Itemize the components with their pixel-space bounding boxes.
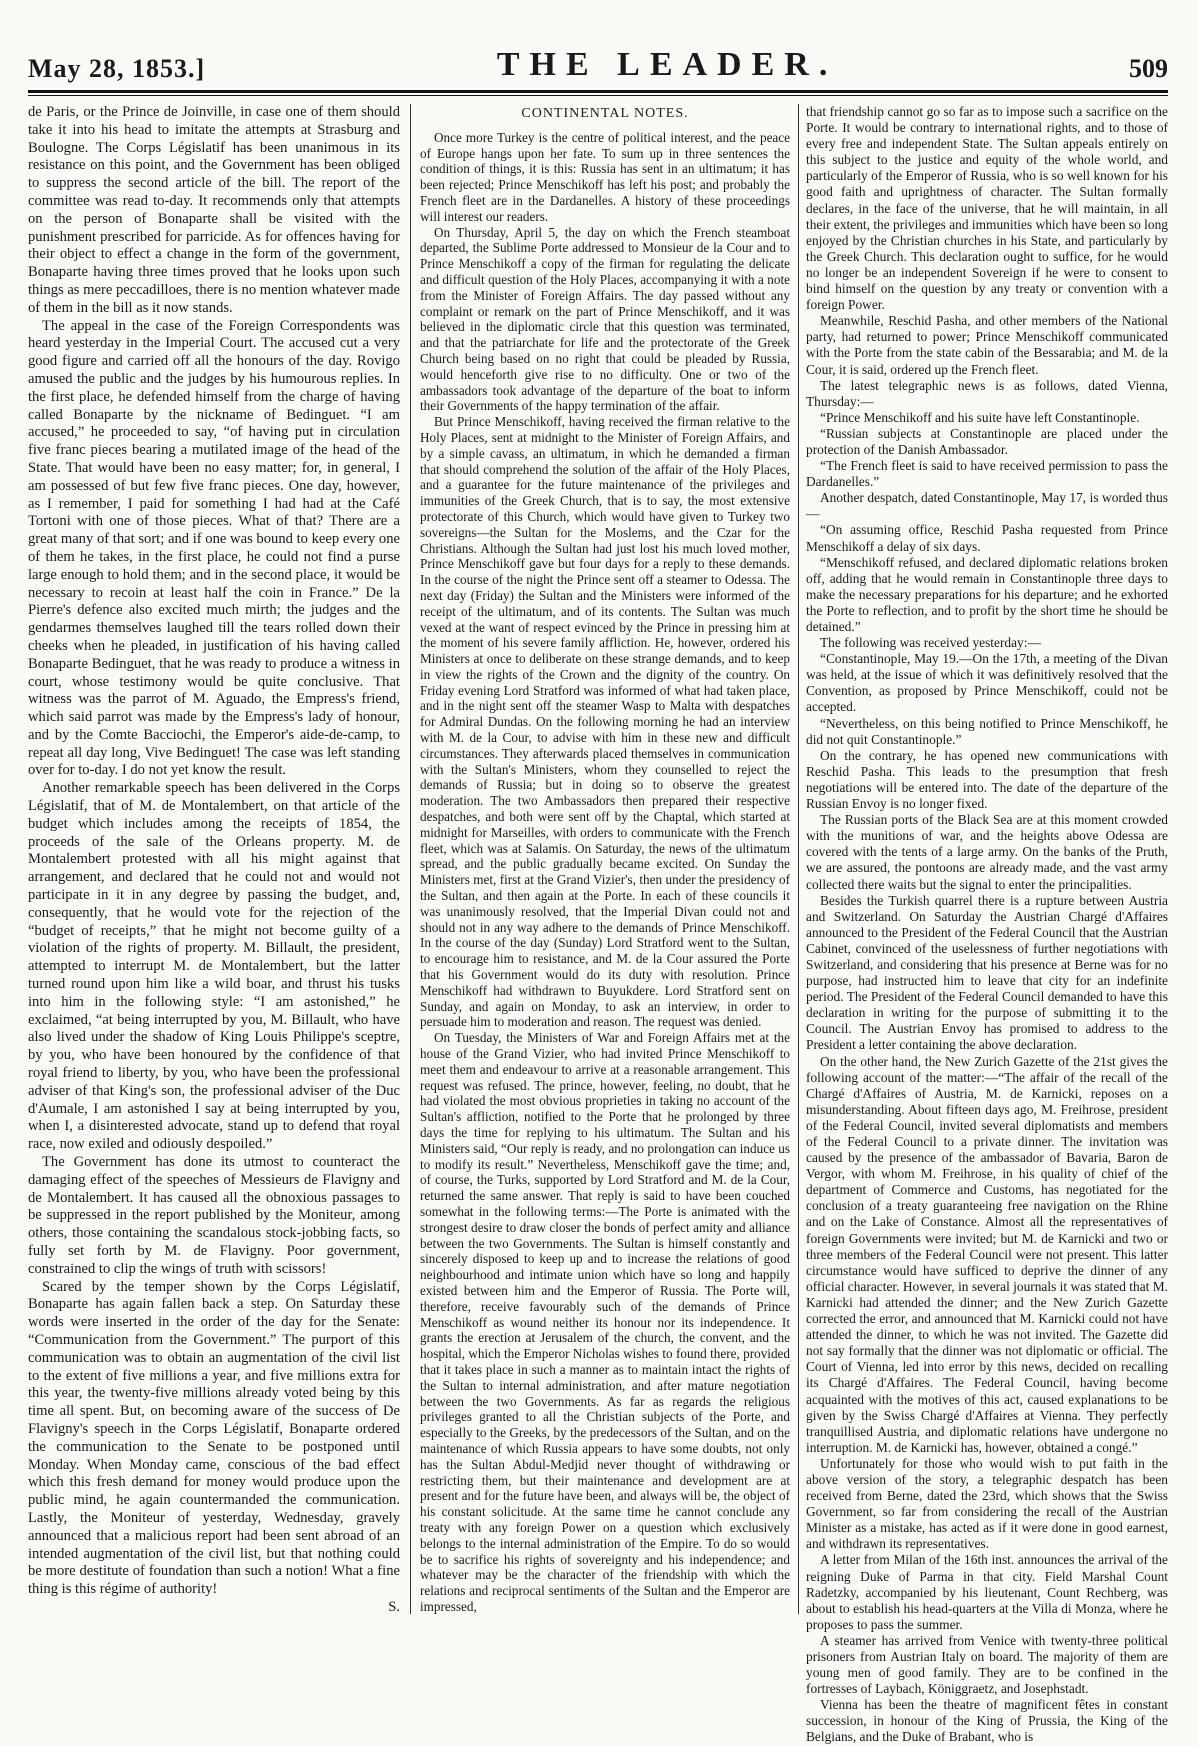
paragraph: The latest telegraphic news is as follows, dated Vienna, Thursday:— [806, 377, 1168, 409]
paragraph: Unfortunately for those who would wish to put faith in the above version of the story, a telegraphic despatch has been received from Berne, dated the 23rd, which shows that the Swiss Government, so far from considering the recall of the Austrian Minister as a mistake, has acted as if it were done in good earnest, and withdrawn its representatives. [806, 1455, 1168, 1552]
paragraph: “Nevertheless, on this being notified to Prince Menschikoff, he did not quit Constantinople.” [806, 715, 1168, 747]
paragraph: Another despatch, dated Constantinople, May 17, is worded thus— [806, 490, 1168, 522]
masthead-rule-thick [28, 90, 1168, 93]
paragraph: Vienna has been the theatre of magnificent fêtes in constant succession, in honour of the King of Prussia, the King of the Belgians, and the Duke of Brabant, who is [806, 1697, 1168, 1745]
paragraph: A steamer has arrived from Venice with twenty-three political prisoners from Austrian Italy on board. The majority of them are young men of good family. They are to be confined in the fortresses of Laybach, Königgraetz, and Josephstadt. [806, 1632, 1168, 1697]
paragraph: The following was received yesterday:— [820, 635, 1041, 651]
masthead-rule-thin [28, 95, 1168, 96]
paragraph: “The French fleet is said to have received permission to pass the Dardanelles.” [806, 458, 1168, 490]
section-heading: CONTINENTAL NOTES. [521, 106, 689, 121]
paragraph: The appeal in the case of the Foreign Correspondents was heard yesterday in the Imperial Court. The accused cut a very good figure and carried off all the honours of the day. Rovigo amused the public and the judges by his humourous replies. In the first place, he defended himself from the charge of having called Bonaparte by the nickname of Bedinguet. “I am accused,” he proceeded to say, “of having put in circulation five franc pieces bearing a mutilated image of the head of the State. That would have been no easy matter; for, in general, I am possessed of but few five franc pieces. One day, however, as I remember, I paid for something I had had at the Café Tortoni with one of those pieces. What of that? There are a great many of that sort; and if one was bound to keep every one of them he takes, in the first place, he could not find a purse large enough to hold them; and in the second place, it would be necessary to recoin at least half the coin in France.” De la Pierre's defence also excited much mirth; the judges and the gendarmes themselves laughed till the tears rolled down their cheeks when he pleaded, in justification of his having called Bonaparte Bedinguet, that he was ready to produce a witness in court, whose testimony would be quite conclusive. That witness was the parrot of M. Aguado, the Empress's friend, which said parrot was made by the Empress's lady of honour, and by the Comte Bacciochi, the Emperor's aide-de-camp, to repeat all day long, Vive Bedinguet! The case was left standing over for to-day. I do not yet know the result. [28, 317, 400, 779]
newspaper-title: THE LEADER. [496, 46, 838, 83]
paragraph: Meanwhile, Reschid Pasha, and other members of the National party, had returned to power; Prince Menschikoff communicated with the Porte from the state cabin of the Bessarabia; and M. de la Cour, it is said, ordered up the French fleet. [806, 313, 1168, 377]
paragraph: that friendship cannot go so far as to impose such a sacrifice on the Porte. It would be contrary to international rights, and to those of every free and independent State. The Sultan appeals entirely on this subject to the justice and equity of the whole world, and particularly of the Emperor of Russia, who is so well known for his good faith and uprightness of character. The Sultan formally declares, in the face of the universe, that he will maintain, in all their extent, the privileges and immunities which have been so long enjoyed by the Christian churches in his State, and particularly by the Greek Church. This declaration ought to suffice, for he would no longer be an independent Sovereign if he were to consent to bind himself on the question by any treaty or convention with a foreign Power. [806, 104, 1168, 313]
paragraph: “Prince Menschikoff and his suite have left Constantinople. [820, 409, 1140, 425]
page-number: 509 [1128, 54, 1168, 83]
paragraph: On Thursday, April 5, the day on which the French steamboat departed, the Sublime Porte addressed to Monsieur de la Cour and to Prince Menschikoff a copy of the firman for regulating the delicate and difficult question of the Holy Places, accompanying it with a note from the Minister of Foreign Affairs. The day passed without any complaint or remark on the part of Prince Menschikoff, and it was believed in the diplomatic circle that this question was terminated, and that the patriarchate for life and the protectorate of the Greek Church being based on no right that could be pleaded by Russia, would henceforth give rise to no difficulty. One or two of the ambassadors took advantage of the departure of the boat to inform their Governments of the happy termination of the affair. [420, 224, 790, 414]
paragraph: de Paris, or the Prince de Joinville, in case one of them should take it into his head to imitate the attempts at Strasburg and Boulogne. The Corps Législatif has been unanimous in its resistance on this point, and the Government has been obliged to suppress the second article of the bill. The report of the committee was read to-day. It recommends only that attempts on the person of Bonaparte shall be visited with the punishment prescribed for parricide. As for offences having for their object to effect a change in the form of the government, Bonaparte having three times proved that he looks upon such things as mere peccadilloes, there is no mention whatever made of them in the bill as it now stands. [28, 104, 401, 316]
paragraph: The Russian ports of the Black Sea are at this moment crowded with the munitions of war, and the heights above Odessa are covered with the tents of a large army. On the banks of the Pruth, we are assured, the pontoons are already made, and the vast army collected there waits but the signal to enter the principalities. [806, 812, 1168, 892]
issue-date: May 28, 1853.] [28, 54, 206, 83]
paragraph: But Prince Menschikoff, having received the firman relative to the Holy Places, sent at midnight to the Minister of Foreign Affairs, and by a simple cavass, an ultimatum, in which he demanded a firman that should comprehend the solution of the affair of the Holy Places, and a guarantee for the future maintenance of the privileges and immunities of the Greek Church, that is to say, the most extensive protectorate of this Church, which would have given to Turkey two sovereigns—the Sultan for the Moslems, and the Czar for the Christians. Although the Sultan had just lost his much loved mother, Prince Menschikoff gave but four days for a reply to these demands. In the course of the night the Prince sent off a steamer to Odessa. The next day (Friday) the Sultan and the Ministers were informed of the receipt of the ultimatum, and of its contents. The Sultan was much vexed at the want of respect evinced by the Prince in pressing him at the moment of his severe family affliction. He, however, ordered his Ministers at once to deliberate on these strange demands, and to keep in view the rights of the Crown and the dignity of the country. On Friday evening Lord Stratford was informed of what had taken place, and in the night sent off the steamer Wasp to Malta with despatches for Admiral Dundas. On the following morning he had an interview with M. de la Cour, to advise with him in these new and difficult circumstances. They afterwards placed themselves in communication with the Sultan's Ministers, whom they counselled to reject the demands of Russia; but in doing so to observe the greatest moderation. The two Ambassadors then prepared their respective despatches, and both were sent off by the Chaptal, which started at midnight for Marseilles, with orders to communicate with the French fleet, which was at Salamis. On Saturday, the news of the ultimatum spread, and the public gradually became excited. On Sunday the Ministers met, first at the Grand Vizier's, then under the presidency of the Sultan, and then again at the Porte. In each of these councils it was unanimously resolved, that the Imperial Divan could not and should not in any way adhere to the demands of Prince Menschikoff. In the course of the day (Sunday) Lord Stratford went to the Sultan, to encourage him to resistance, and M. de la Cour assured the Porte that his Government would do its duty with resolution. Prince Menschikoff had withdrawn to Buyukdere. Lord Stratford sent on Sunday, and again on Monday, to ask an interview, in order to persuade him to moderation and reason. The request was denied. [420, 414, 790, 1030]
paragraph: A letter from Milan of the 16th inst. announces the arrival of the reigning Duke of Parma in that city. Field Marshal Count Radetzky, accompanied by his lieutenant, Count Rechberg, was about to establish his head-quarters at the Villa di Monza, where he proposes to pass the summer. [806, 1552, 1168, 1632]
paragraph: On the other hand, the New Zurich Gazette of the 21st gives the following account of the matter:—“The affair of the recall of the Chargé d'Affaires of Austria, M. de Karnicki, reposes on a misunderstanding. About fifteen days ago, M. Freihrose, president of the Federal Council, invited several diplomatists and members of the Federal Council to a private dinner. The invitation was caused by the presence of the ambassador of Bavaria, Baron de Vergor, with whom M. Freihrose, in his quality of chief of the department of Commerce and Customs, has negotiated for the conclusion of a treaty guaranteeing free navigation on the Rhine and on the Lake of Constance. Almost all the representatives of foreign Governments were invited; but M. de Karnicki and two or three members of the Federal Council were not present. This latter circumstance would have sufficed to deprive the dinner of any official character. However, in several journals it was stated that M. Karnicki had attended the dinner; and the New Zurich Gazette corrected the error, and announced that M. Karnicki could not have attended the dinner, to which he was not invited. The Gazette did not say formally that the dinner was not diplomatic or official. The Court of Vienna, led into error by this news, decided on recalling its Chargé d'Affaires. The Federal Council, having become acquainted with the motives of this act, caused explanations to be given by the Swiss Chargé d'Affaires at Vienna. They perfectly tranquillised Austria, and diplomatic relations have undergone no interruption. M. de Karnicki has, however, obtained a congé.” [806, 1053, 1168, 1455]
signature: S. [388, 1598, 400, 1615]
column-1 [28, 104, 400, 1624]
column-2 [420, 104, 790, 1624]
paragraph: “On assuming office, Reschid Pasha requested from Prince Menschikoff a delay of six days. [806, 522, 1168, 554]
paragraph: Another remarkable speech has been delivered in the Corps Législatif, that of M. de Montalembert, on that article of the budget which includes among the receipts of 1854, the proceeds of the sale of the Orleans property. M. de Montalembert protested with all his might against that arrangement, and declared that he could not and would not participate in it in any degree by passing the budget, and, consequently, that he would vote for the rejection of the “budget of receipts,” that he might not become guilty of a violation of the rights of property. M. Billault, the president, attempted to interrupt M. de Montalembert, but the latter turned round upon him like a wild boar, and thrust his tusks into him in the following style: “I am astonished,” he exclaimed, “at being interrupted by you, M. Billault, who have also lived under the shadow of King Louis Philippe's sceptre, by you, who have been honoured by the confidence of that royal friend to liberty, by you, who have been the professional adviser of that King's son, the professional adviser of the Duc d'Aumale, I am astonished I say at being interrupted by you, when I, a disinterested advocate, stand up to defend that royal race, now exiled and odiously despoiled.” [28, 780, 400, 1153]
paragraph: “Russian subjects at Constantinople are placed under the protection of the Danish Ambassador. [806, 425, 1168, 457]
paragraph: On the contrary, he has opened new communications with Reschid Pasha. This leads to the presumption that fresh negotiations will be entered into. The date of the departure of the Russian Envoy is no longer fixed. [806, 747, 1168, 812]
column-divider [798, 104, 799, 1614]
paragraph: “Menschikoff refused, and declared diplomatic relations broken off, adding that he would remain in Constantinople three days to make the necessary preparations for his departure; and he exhorted the Porte to reflection, and to profit by the short time he should be detained.” [806, 554, 1168, 634]
column-3 [806, 104, 1168, 1745]
column-divider [410, 104, 411, 1614]
paragraph: The Government has done its utmost to counteract the damaging effect of the speeches of Messieurs de Flavigny and de Montalembert. It has caused all the obnoxious passages to be suppressed in the report published by the Moniteur, among others, those containing the scandalous stock-jobbing facts, so fully set forth by M. de Flavigny. Poor government, constrained to clip the wings of truth with scissors! [28, 1154, 400, 1277]
paragraph: On Tuesday, the Ministers of War and Foreign Affairs met at the house of the Grand Vizier, who had invited Prince Menschikoff to meet them and endeavour to arrive at a reasonable arrangement. This request was refused. The prince, however, feeling, no doubt, that he had violated the most obvious proprieties in taking no account of the Sultan's affliction, notified to the Porte that he prolonged by three days the time for replying to his ultimatum. The Sultan and his Ministers said, “Our reply is ready, and no prolongation can induce us to modify its result.” Nevertheless, Menschikoff gave the time; and, of course, the Turks, supported by Lord Stratford and M. de la Cour, returned the same answer. That reply is said to have been couched somewhat in the following terms:—The Porte is animated with the strongest desire to draw closer the bonds of perfect amity and alliance between the two Governments. The Sultan is himself constantly and sincerely disposed to keep up and to increase the relations of good neighbourhood and intimate union which have so long and happily existed between him and the Emperor of Russia. The Porte will, therefore, receive favourably such of the demands of Prince Menschikoff as wound neither its honour nor its independence. It grants the erection at Jerusalem of the church, the convent, and the hospital, which the Emperor Nicholas wishes to found there, provided that it takes place in such a manner as to maintain intact the rights of the Sultan to internal administration, and after mature negotiation between the two Governments. As far as regards the religious privileges granted to all the Christian subjects of the Porte, and especially to the Greeks, by the predecessors of the Sultan, and on the maintenance of which Russia appears to have some doubts, not only has the Sultan Abdul-Medjid never thought of withdrawing or restricting them, but their maintenance and development are at present and for the future have been, and always will be, the object of his constant solicitude. At the same time he cannot conclude any treaty with any foreign Power on a question which exclusively belongs to the internal administration of the Empire. To do so would be to sacrifice his rights of sovereignty and his independence; and whatever may be the character of the friendship with which the relations and reciprocal sentiments of the Sultan and the Emperor are impressed, [420, 1030, 790, 1614]
paragraph: “Constantinople, May 19.—On the 17th, a meeting of the Divan was held, at the issue of which it was definitively resolved that the Convention, as proposed by Prince Menschikoff, could not be accepted. [806, 651, 1168, 715]
paragraph: Once more Turkey is the centre of political interest, and the peace of Europe hangs upon her fate. To sum up in three sentences the condition of things, it is this: Russia has sent in an ultimatum; it has been rejected; Prince Menschikoff has left his post; and probably the French fleet are in the Dardanelles. A history of these proceedings will interest our readers. [420, 129, 790, 224]
masthead [28, 44, 1168, 84]
paragraph: Scared by the temper shown by the Corps Législatif, Bonaparte has again fallen back a step. On Saturday these words were inserted in the order of the day for the Senate: “Communication from the Government.” The purport of this communication was to obtain an augmentation of the civil list to the extent of five millions a year, and five millions extra for this year, the twenty-five millions already voted being by this time all spent. But, on becoming aware of the success of De Flavigny's speech in the Corps Législatif, Bonaparte ordered the communication to the Senate to be postponed until Monday. When Monday came, conscious of the bad effect which this fresh demand for money would produce upon the public mind, he again countermanded the communication. Lastly, the Moniteur of yesterday, Wednesday, gravely announced that a malicious report had been sent abroad of an intended augmentation of the civil list, but that nothing could be more destitute of foundation than such a notion! What a fine thing is this régime of authority! [28, 1278, 400, 1598]
paragraph: Besides the Turkish quarrel there is a rupture between Austria and Switzerland. On Saturday the Austrian Chargé d'Affaires announced to the President of the Federal Council that the Austrian Cabinet, convinced of the uselessness of further negotiations with Switzerland, and considering that his presence at Berne was for no purpose, had instructed him to leave that city for an indefinite period. The President of the Federal Council demanded to have this declaration in writing for the purpose of submitting it to the Council. The Austrian Envoy has promised to address to the President a letter containing the above declaration. [806, 892, 1168, 1053]
